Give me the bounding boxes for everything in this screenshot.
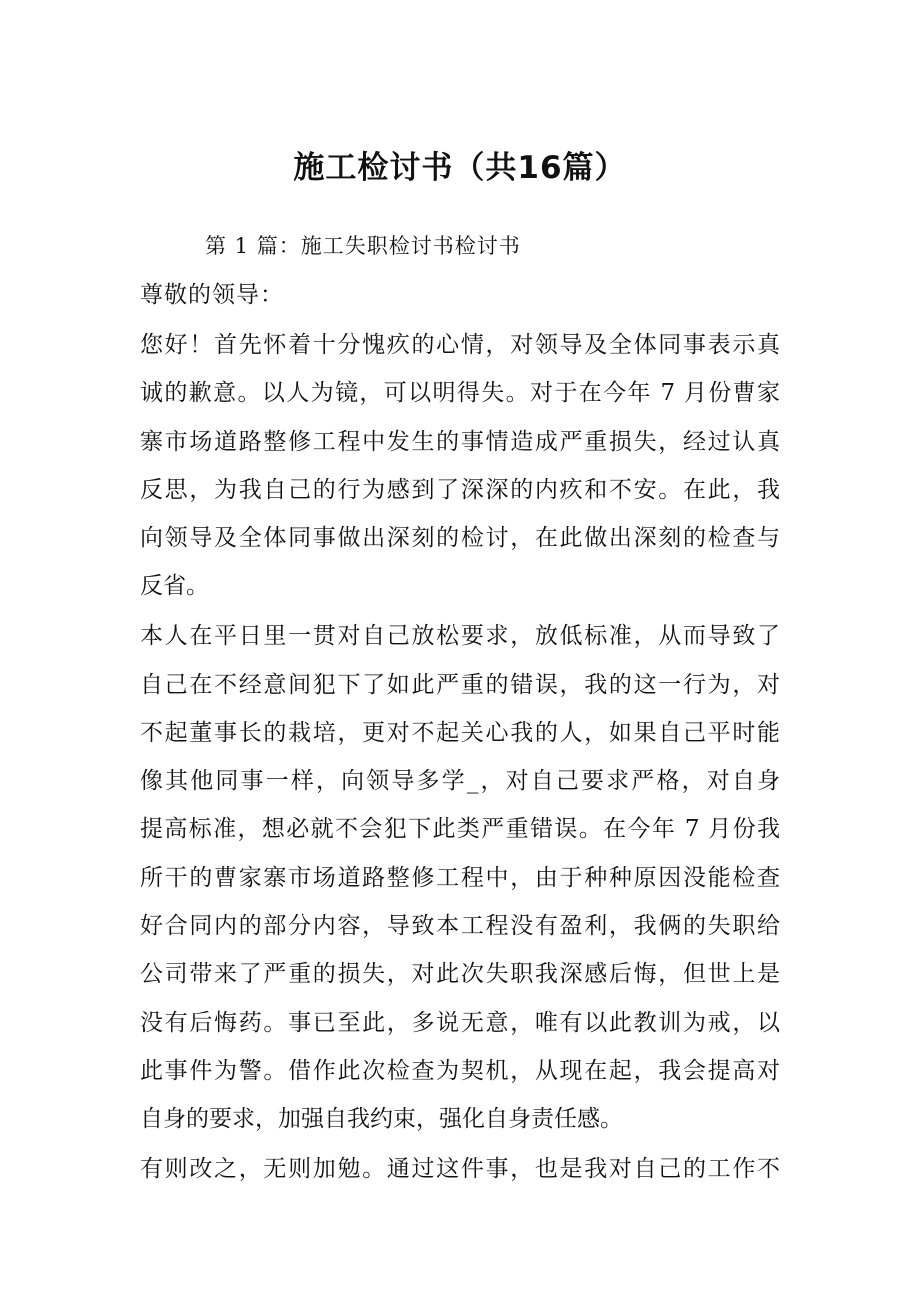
document-title: 施工检讨书（共16篇） xyxy=(293,150,627,186)
paragraph-line: 像其他同事一样，向领导多学_，对自己要求严格，对自身 xyxy=(140,768,780,795)
paragraph-line: 向领导及全体同事做出深刻的检讨，在此做出深刻的检查与 xyxy=(140,525,780,552)
paragraph-line: 您好！首先怀着十分愧疚的心情，对领导及全体同事表示真 xyxy=(140,332,780,358)
paragraph-line: 寨市场道路整修工程中发生的事情造成严重损失，经过认真 xyxy=(140,428,780,455)
paragraph xyxy=(140,1145,780,1193)
paragraph-line: 所干的曹家寨市场道路整修工程中，由于种种原因没能检查 xyxy=(140,864,780,891)
salutation: 尊敬的领导： xyxy=(140,282,284,308)
paragraph-line: 反思，为我自己的行为感到了深深的内疚和不安。在此，我 xyxy=(140,476,780,503)
paragraph-line: 此事件为警。借作此次检查为契机，从现在起，我会提高对 xyxy=(140,1057,780,1084)
paragraph xyxy=(140,321,780,611)
paragraph-line: 诚的歉意。以人为镜，可以明得失。对于在今年 7 月份曹家 xyxy=(140,380,780,407)
document-body xyxy=(140,321,780,1195)
paragraph-line: 好合同内的部分内容，导致本工程没有盈利，我俩的失职给 xyxy=(140,913,780,940)
paragraph-line: 自己在不经意间犯下了如此严重的错误，我的这一行为，对 xyxy=(140,671,780,698)
paragraph-line: 没有后悔药。事已至此，多说无意，唯有以此教训为戒，以 xyxy=(140,1009,780,1036)
paragraph-line: 本人在平日里一贯对自己放松要求，放低标准，从而导致了 xyxy=(140,623,780,650)
paragraph-line: 公司带来了严重的损失，对此次失职我深感后悔，但世上是 xyxy=(140,961,780,988)
paragraph-line: 不起董事长的栽培，更对不起关心我的人，如果自己平时能 xyxy=(140,719,780,746)
paragraph-line: 自身的要求，加强自我约束，强化自身责任感。 xyxy=(140,1106,623,1133)
paragraph-line: 提高标准，想必就不会犯下此类严重错误。在今年 7 月份我 xyxy=(140,816,780,843)
paragraph-line: 有则改之，无则加勉。通过这件事，也是我对自己的工作不 xyxy=(140,1156,780,1183)
chapter-subtitle: 第 1 篇：施工失职检讨书检讨书 xyxy=(205,234,521,258)
paragraph xyxy=(140,612,780,1143)
paragraph-line: 反省。 xyxy=(140,573,209,600)
